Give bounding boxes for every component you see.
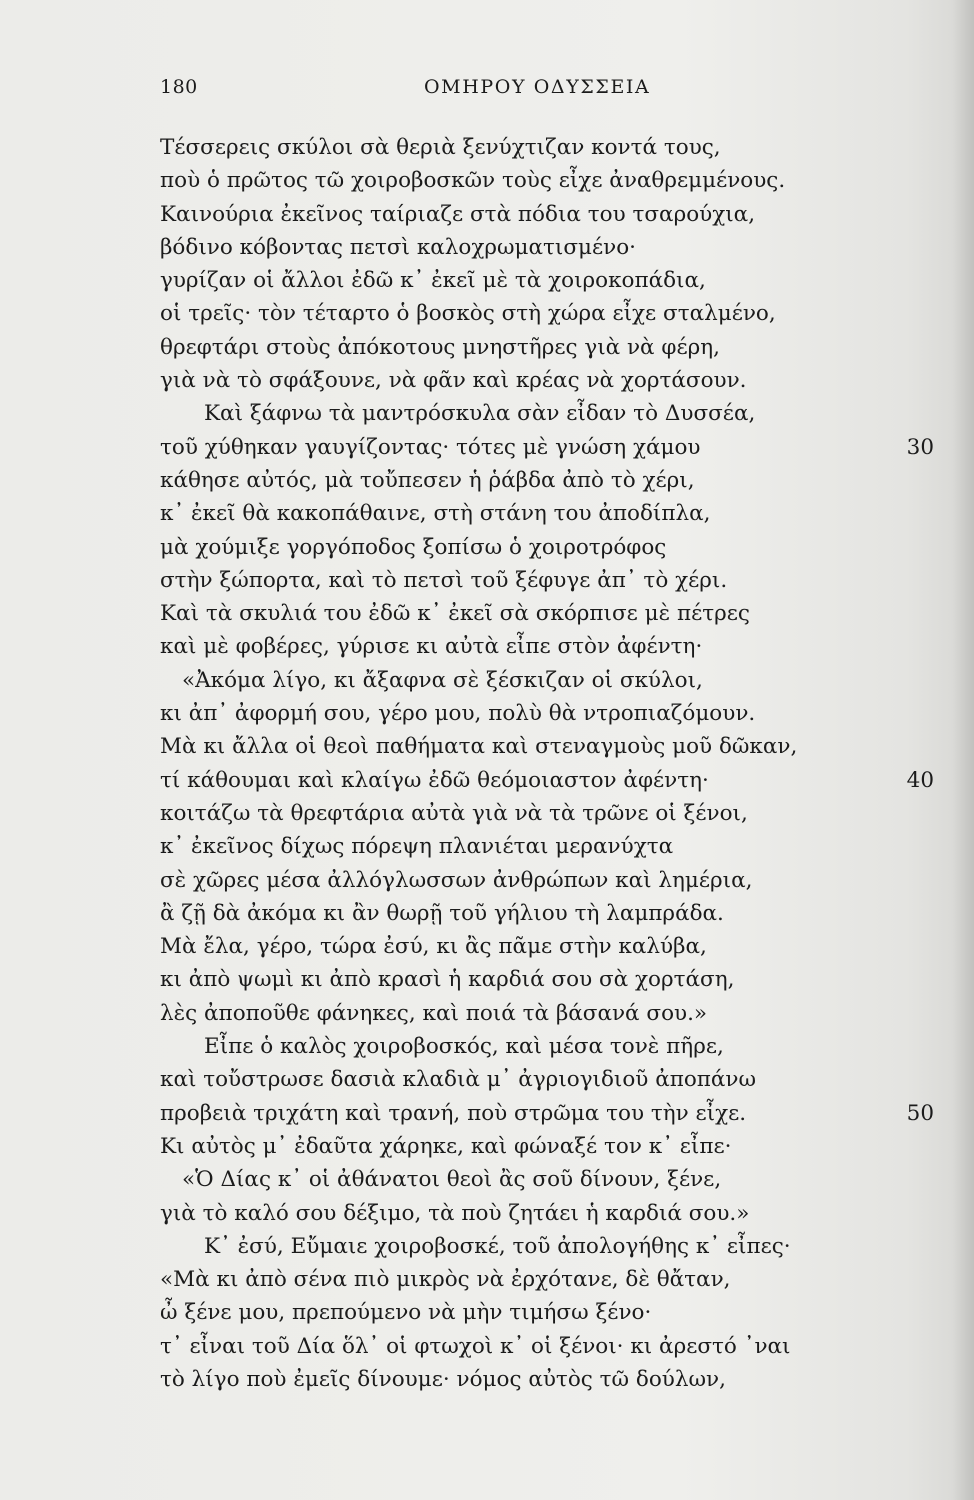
verse-line-text: «Ἀκόμα λίγο, κι ἄξαφνα σὲ ξέσκιζαν οἱ σκύλοι, xyxy=(182,667,703,693)
verse-line xyxy=(160,630,940,663)
verse-line xyxy=(160,930,940,963)
verse-line-text: τί κάθουμαι καὶ κλαίγω ἐδῶ θεόμοιαστον ἀφέντη· xyxy=(160,767,709,793)
verse-line xyxy=(160,664,940,697)
verse-line xyxy=(160,730,940,763)
verse-line xyxy=(160,1030,940,1063)
verse-line xyxy=(160,1263,940,1296)
verse-line xyxy=(160,198,940,231)
verse-line-text: κοιτάζω τὰ θρεφτάρια αὐτὰ γιὰ νὰ τὰ τρῶνε οἱ ξένοι, xyxy=(160,800,748,826)
verse-line-text: κάθησε αὐτός, μὰ τοὔπεσεν ἡ ῥάβδα ἀπὸ τὸ χέρι, xyxy=(160,467,695,493)
verse-line-text: κ᾽ ἐκεῖ θὰ κακοπάθαινε, στὴ στάνη του ἀποδίπλα, xyxy=(160,501,711,527)
verse-line-text: κι ἀπὸ ψωμὶ κι ἀπὸ κρασὶ ἡ καρδιά σου σὰ χορτάση, xyxy=(160,967,735,993)
line-number: 50 xyxy=(906,1100,934,1126)
verse-line xyxy=(160,164,940,197)
verse-line xyxy=(160,1130,940,1163)
verse-line xyxy=(160,264,940,297)
verse-line xyxy=(160,797,940,830)
verse-line-text: τὸ λίγο ποὺ ἐμεῖς δίνουμε· νόμος αὐτὸς τῶ δούλων, xyxy=(160,1366,726,1392)
verse-line xyxy=(160,1063,940,1096)
verse-line xyxy=(160,1330,940,1363)
verse-line-text: μὰ χούμιξε γοργόποδος ξοπίσω ὁ χοιροτρόφος xyxy=(160,534,667,560)
verse-line xyxy=(160,897,940,930)
verse-line-text: Μὰ ἔλα, γέρο, τώρα ἐσύ, κι ἂς πᾶμε στὴν καλύβα, xyxy=(160,934,707,960)
verse-line xyxy=(160,364,940,397)
verse-line xyxy=(160,297,940,330)
verse-line-text: στὴν ξώπορτα, καὶ τὸ πετσὶ τοῦ ξέφυγε ἀπ᾽ τὸ χέρι. xyxy=(160,567,728,593)
verse-line-text: λὲς ἀποποῦθε φάνηκες, καὶ ποιά τὰ βάσανά σου.» xyxy=(160,1000,708,1026)
verse-line xyxy=(160,1296,940,1329)
verse-line-text: σὲ χῶρες μέσα ἀλλόγλωσσων ἀνθρώπων καὶ λημέρια, xyxy=(160,867,753,893)
verse-line xyxy=(160,464,940,497)
verse-line-text: γυρίζαν οἱ ἄλλοι ἐδῶ κ᾽ ἐκεῖ μὲ τὰ χοιροκοπάδια, xyxy=(160,268,706,294)
page-number: 180 xyxy=(160,76,198,98)
verse-line-text: θρεφτάρι στοὺς ἀπόκοτους μνηστῆρες γιὰ νὰ φέρη, xyxy=(160,334,720,360)
verse-line-text: γιὰ νὰ τὸ σφάξουνε, νὰ φᾶν καὶ κρέας νὰ χορτάσουν. xyxy=(160,368,747,394)
verse-line xyxy=(160,764,940,797)
verse-line xyxy=(160,431,940,464)
verse-line xyxy=(160,131,940,164)
verse-line-text: Μὰ κι ἄλλα οἱ θεοὶ παθήματα καὶ στεναγμοὺς μοῦ δῶκαν, xyxy=(160,734,798,760)
verse-line-text: βόδινο κόβοντας πετσὶ καλοχρωματισμένο· xyxy=(160,234,636,260)
verse-text xyxy=(160,131,940,1396)
verse-line-text: Εἶπε ὁ καλὸς χοιροβοσκός, καὶ μέσα τονὲ πῆρε, xyxy=(204,1034,724,1060)
verse-line xyxy=(160,1097,940,1130)
verse-line xyxy=(160,1163,940,1196)
verse-line xyxy=(160,531,940,564)
verse-line-text: οἱ τρεῖς· τὸν τέταρτο ὁ βοσκὸς στὴ χώρα εἶχε σταλμένο, xyxy=(160,301,776,327)
verse-line xyxy=(160,1230,940,1263)
line-number: 40 xyxy=(906,767,934,793)
verse-line-text: γιὰ τὸ καλό σου δέξιμο, τὰ ποὺ ζητάει ἡ καρδιά σου.» xyxy=(160,1200,750,1226)
verse-line xyxy=(160,697,940,730)
verse-line xyxy=(160,830,940,863)
verse-line-text: τοῦ χύθηκαν γαυγίζοντας· τότες μὲ γνώση χάμου xyxy=(160,434,701,460)
line-number: 30 xyxy=(906,434,934,460)
verse-line-text: Καὶ τὰ σκυλιά του ἐδῶ κ᾽ ἐκεῖ σὰ σκόρπισε μὲ πέτρες xyxy=(160,601,750,627)
running-head xyxy=(160,76,920,100)
verse-line-text: Καὶ ξάφνω τὰ μαντρόσκυλα σὰν εἶδαν τὸ Δυσσέα, xyxy=(204,401,756,427)
verse-line-text: ποὺ ὁ πρῶτος τῶ χοιροβοσκῶν τοὺς εἶχε ἀναθρεμμένους. xyxy=(160,168,786,194)
verse-line xyxy=(160,331,940,364)
verse-line-text: «Ὁ Δίας κ᾽ οἱ ἀθάνατοι θεοὶ ἂς σοῦ δίνουν, ξένε, xyxy=(182,1167,722,1193)
verse-line-text: «Μὰ κι ἀπὸ σένα πιὸ μικρὸς νὰ ἐρχότανε, δὲ θἄταν, xyxy=(160,1267,731,1293)
book-title: ΟΜΗΡΟΥ ΟΔΥΣΣΕΙΑ xyxy=(424,76,651,98)
verse-line xyxy=(160,597,940,630)
verse-line xyxy=(160,1197,940,1230)
verse-line xyxy=(160,497,940,530)
verse-line-text: Κι αὐτὸς μ᾽ ἐδαῦτα χάρηκε, καὶ φώναξέ τον κ᾽ εἶπε· xyxy=(160,1133,732,1159)
verse-line-text: τ᾽ εἶναι τοῦ Δία ὅλ᾽ οἱ φτωχοὶ κ᾽ οἱ ξένοι· κι ἀρεστό ᾽ναι xyxy=(160,1333,791,1359)
verse-line xyxy=(160,397,940,430)
verse-line-text: Τέσσερεις σκύλοι σὰ θεριὰ ξενύχτιζαν κοντά τους, xyxy=(160,135,721,160)
verse-line-text: καὶ μὲ φοβέρες, γύρισε κι αὐτὰ εἶπε στὸν ἀφέντη· xyxy=(160,634,703,660)
verse-line xyxy=(160,564,940,597)
verse-line-text: κ᾽ ἐκεῖνος δίχως πόρεψη πλανιέται μερανύχτα xyxy=(160,834,674,860)
verse-line-text: προβειὰ τριχάτη καὶ τρανή, ποὺ στρῶμα του τὴν εἶχε. xyxy=(160,1100,747,1126)
verse-line-text: κι ἀπ᾽ ἀφορμή σου, γέρο μου, πολὺ θὰ ντροπιαζόμουν. xyxy=(160,701,756,727)
verse-line xyxy=(160,1363,940,1396)
verse-line-text: ἂ ζῇ δὰ ἀκόμα κι ἂν θωρῇ τοῦ γήλιου τὴ λαμπράδα. xyxy=(160,900,724,926)
binding-shadow xyxy=(952,0,974,1500)
verse-line xyxy=(160,864,940,897)
verse-line xyxy=(160,997,940,1030)
verse-line xyxy=(160,231,940,264)
verse-line xyxy=(160,963,940,996)
verse-line-text: Κ᾽ ἐσύ, Εὔμαιε χοιροβοσκέ, τοῦ ἀπολογήθης κ᾽ εἶπες· xyxy=(204,1233,791,1259)
verse-line-text: ὦ ξένε μου, πρεπούμενο νὰ μὴν τιμήσω ξένο· xyxy=(160,1300,652,1326)
verse-line-text: Καινούρια ἐκεῖνος ταίριαζε στὰ πόδια του τσαρούχια, xyxy=(160,201,756,227)
verse-line-text: καὶ τοὔστρωσε δασιὰ κλαδιὰ μ᾽ ἀγριογιδιοῦ ἀποπάνω xyxy=(160,1067,757,1093)
